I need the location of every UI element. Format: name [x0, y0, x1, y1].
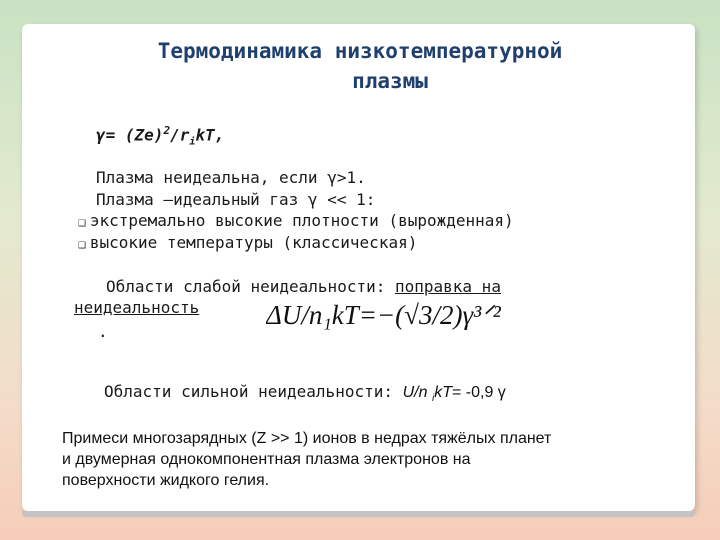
strong-nonideality-line — [104, 382, 506, 404]
weak-lead: Области слабой неидеальности: — [106, 277, 395, 296]
ideal-line: Плазма –идеальный газ γ << 1: — [96, 190, 376, 209]
bullet-item — [78, 211, 514, 230]
slide-bottom-bar — [22, 511, 695, 517]
gamma-prefix: γ= (Ze) — [96, 125, 164, 145]
strong-formula-sub: i — [431, 393, 435, 405]
nonideal-line: Плазма неидеальна, если γ>1. — [96, 168, 366, 187]
title-line-1: Термодинамика низкотемпературной — [157, 39, 563, 63]
bullet-item — [78, 233, 417, 252]
correction-formula — [266, 290, 556, 340]
gamma-suffix: kT, — [195, 125, 225, 145]
strong-formula-b: kT — [434, 384, 452, 401]
title-line-2: плазмы — [352, 69, 428, 93]
paragraph-line: и двумерная однокомпонентная плазма электронов на — [62, 451, 471, 468]
impurities-paragraph — [62, 428, 551, 491]
weak-correction-link: поправка на — [394, 277, 501, 296]
gamma-sub: i — [189, 136, 196, 148]
slide-title — [0, 36, 720, 96]
weak-dot: . — [98, 322, 108, 341]
strong-formula-c: = -0,9 γ — [451, 384, 506, 401]
bullet-text: экстремально высокие плотности (вырожденная) — [89, 211, 514, 230]
weak-correction-link-2: неидеальность — [74, 298, 200, 317]
weak-nonideality-line-2 — [74, 298, 199, 317]
formula-main: ΔU/n₁kT=−(√3/2)γ³ᐟ² — [266, 300, 501, 330]
checkbox-bullet-icon: ❑ — [78, 215, 86, 230]
paragraph-line: Примеси многозарядных (Z >> 1) ионов в недрах тяжёлых планет — [62, 430, 552, 447]
gamma-definition — [96, 124, 224, 148]
gamma-sup: 2 — [163, 124, 171, 137]
bullet-text: высокие температуры (классическая) — [89, 233, 418, 252]
strong-formula-a: U/n — [402, 384, 432, 401]
strong-lead: Области сильной неидеальности: — [104, 382, 403, 401]
gamma-middle: /r — [170, 125, 190, 145]
paragraph-line: поверхности жидкого гелия. — [62, 472, 270, 489]
checkbox-bullet-icon: ❑ — [78, 237, 86, 252]
